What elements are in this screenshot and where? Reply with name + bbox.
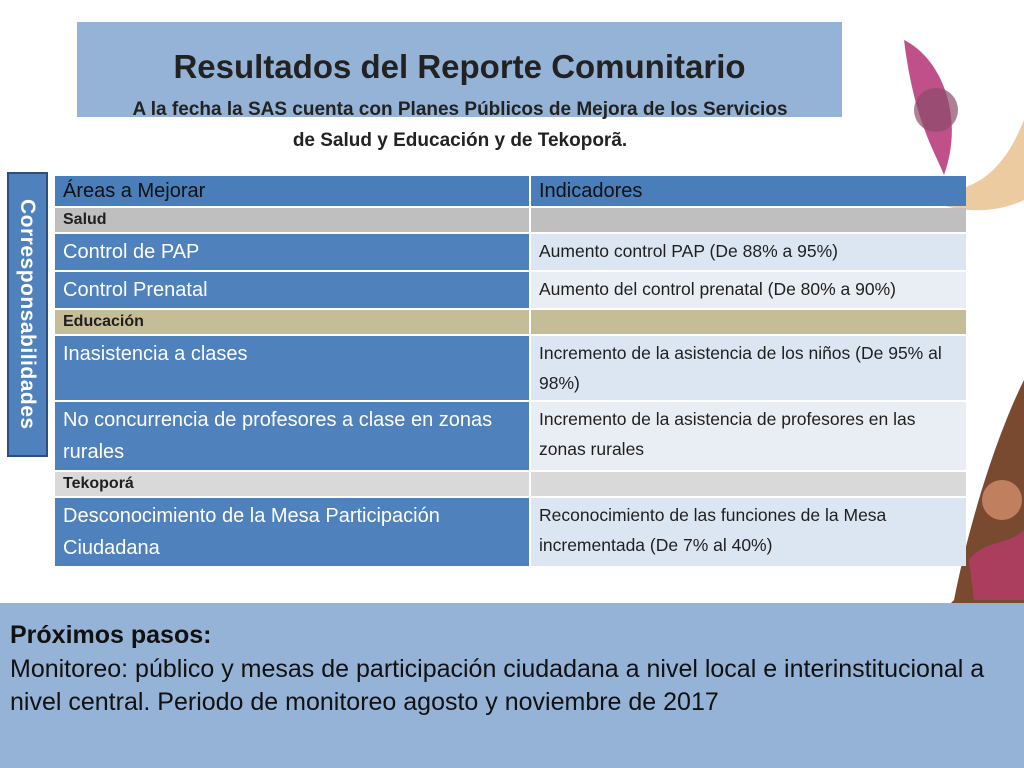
section-empty-cell <box>531 472 966 496</box>
side-label-corresponsabilidades: Corresponsabilidades <box>7 172 48 457</box>
section-label: Salud <box>55 208 529 232</box>
area-cell: Inasistencia a clases <box>55 336 529 400</box>
subtitle-line-2: de Salud y Educación y de Tekoporã. <box>292 130 628 151</box>
indicator-cell: Incremento de la asistencia de profesores en las zonas rurales <box>531 402 966 470</box>
decorative-portrait-bottom <box>982 480 1022 520</box>
header-indicadores: Indicadores <box>531 176 966 206</box>
table-row <box>55 234 966 270</box>
section-row-tekopora <box>55 472 966 496</box>
table-row <box>55 498 966 566</box>
improvement-table <box>53 174 968 568</box>
decorative-portrait-top <box>914 88 958 132</box>
indicator-cell: Incremento de la asistencia de los niños (De 95% al 98%) <box>531 336 966 400</box>
area-cell: Control Prenatal <box>55 272 529 308</box>
table-row <box>55 336 966 400</box>
next-steps-panel <box>0 603 1024 768</box>
area-cell: Desconocimiento de la Mesa Participación Ciudadana <box>55 498 529 566</box>
indicator-cell: Aumento control PAP (De 88% a 95%) <box>531 234 966 270</box>
table-row <box>55 272 966 308</box>
area-cell: No concurrencia de profesores a clase en zonas rurales <box>55 402 529 470</box>
indicator-cell: Reconocimiento de las funciones de la Mesa incrementada (De 7% al 40%) <box>531 498 966 566</box>
section-label: Educación <box>55 310 529 334</box>
page-title: Resultados del Reporte Comunitario <box>173 48 746 85</box>
header-areas: Áreas a Mejorar <box>55 176 529 206</box>
section-empty-cell <box>531 310 966 334</box>
next-steps-heading: Próximos pasos: <box>10 621 212 649</box>
section-row-salud <box>55 208 966 232</box>
indicator-cell: Aumento del control prenatal (De 80% a 90%) <box>531 272 966 308</box>
page-subtitle <box>60 94 860 156</box>
section-label: Tekoporá <box>55 472 529 496</box>
section-row-educacion <box>55 310 966 334</box>
area-cell: Control de PAP <box>55 234 529 270</box>
section-empty-cell <box>531 208 966 232</box>
table-row <box>55 402 966 470</box>
table-header-row <box>55 176 966 206</box>
next-steps-text: Monitoreo: público y mesas de participación ciudadana a nivel local e interinstitucional a nivel central. Periodo de monitoreo agosto y noviembre de 2017 <box>10 655 985 716</box>
subtitle-line-1: A la fecha la SAS cuenta con Planes Públicos de Mejora de los Servicios <box>132 99 788 120</box>
